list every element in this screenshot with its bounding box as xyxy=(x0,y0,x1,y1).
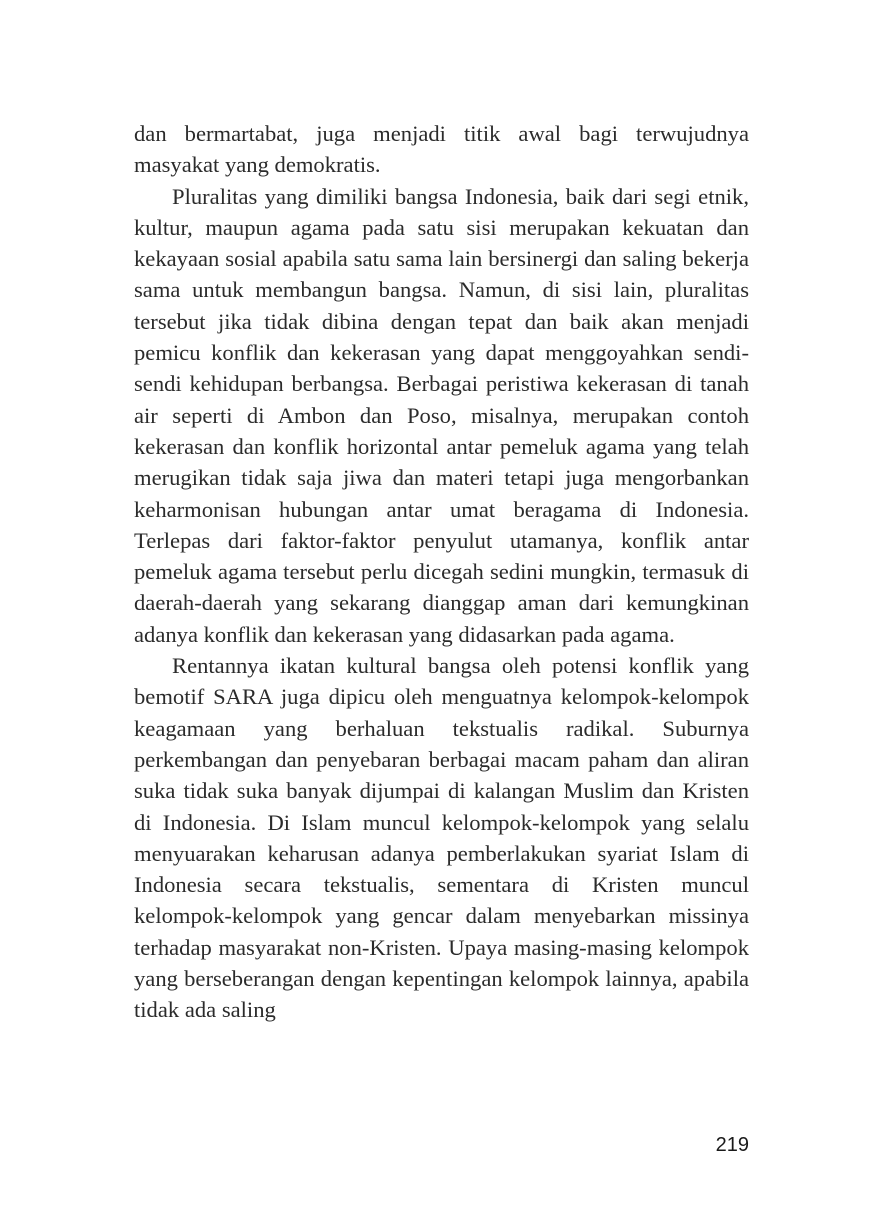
page-number: 219 xyxy=(715,1134,749,1156)
paragraph-pluralitas: Pluralitas yang dimiliki bangsa Indonesia, baik dari segi etnik, kultur, maupun agama pada satu sisi merupakan kekuatan dan kekayaan sosial apabila satu sama lain bersinergi dan saling bekerja sama untuk membangun bangsa. Namun, di sisi lain, pluralitas tersebut jika tidak dibina dengan tepat dan baik akan menjadi pemicu konflik dan kekerasan yang dapat menggoyahkan sendi-sendi kehidupan berbangsa. Berbagai peristiwa kekerasan di tanah air seperti di Ambon dan Poso, misalnya, merupakan contoh kekerasan dan konflik horizontal antar pemeluk agama yang telah merugikan tidak saja jiwa dan materi tetapi juga mengorbankan keharmonisan hubungan antar umat beragama di Indonesia. Terlepas dari faktor-faktor penyulut utamanya, konflik antar pemeluk agama tersebut perlu dicegah sedini mungkin, termasuk di daerah-daerah yang sekarang dianggap aman dari kemungkinan adanya konflik dan kekerasan yang didasarkan pada agama. xyxy=(134,183,749,647)
paragraph-continuation: dan bermartabat, juga menjadi titik awal bagi terwujudnya masyakat yang demokratis. xyxy=(134,121,749,178)
body-text xyxy=(134,118,749,1026)
paragraph-rentannya: Rentannya ikatan kultural bangsa oleh potensi konflik yang bemotif SARA juga dipicu oleh menguatnya kelompok-kelompok keagamaan yang berhaluan tekstualis radikal. Suburnya perkembangan dan penyebaran berbagai macam paham dan aliran suka tidak suka banyak dijumpai di kalangan Muslim dan Kristen di Indonesia. Di Islam muncul kelompok-kelompok yang selalu menyuarakan keharusan adanya pemberlakukan syariat Islam di Indonesia secara tekstualis, sementara di Kristen muncul kelompok-kelompok yang gencar dalam menyebarkan missinya terhadap masyarakat non-Kristen. Upaya masing-masing kelompok yang berseberangan dengan kepentingan kelompok lainnya, apabila tidak ada saling xyxy=(134,653,749,1023)
